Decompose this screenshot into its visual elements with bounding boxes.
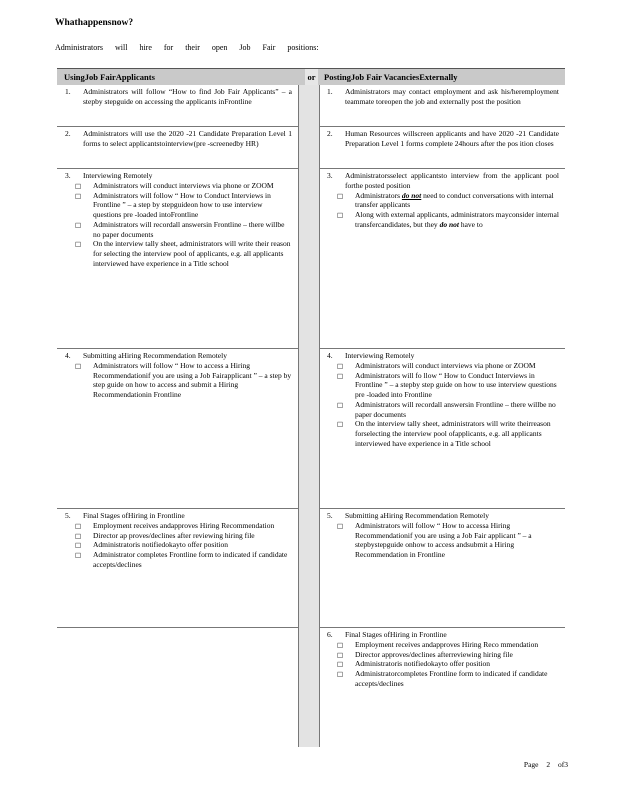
step-text: Submitting aHiring Recommendation Remotely — [345, 511, 489, 520]
bullet-icon: □ — [337, 420, 344, 429]
step-number: 1. — [65, 87, 71, 96]
bullet-text: Administratoris notifiedokayto offer position — [93, 540, 229, 550]
bullet-text — [355, 191, 559, 211]
bullet-text-part: Along with external applicants, administrators mayconsider internal transfercandidates, but they — [355, 210, 559, 229]
step-number: 4. — [327, 351, 333, 360]
bullet-icon: □ — [75, 240, 82, 249]
bullet-text: Administratorcompletes Frontline form to indicated if candidate accepts/declines — [355, 669, 548, 688]
left-step-1 — [57, 85, 298, 127]
header-left: UsingJob FairApplicants — [57, 69, 305, 85]
step-number: 2. — [327, 129, 333, 138]
bullet-icon: □ — [337, 660, 344, 669]
left-step-5 — [57, 509, 298, 628]
bullet-text-part: need to conduct conversations with internal transfer applicants — [355, 190, 554, 210]
bullet-text: Administrators will follow “ How to Conduct Interviews in Frontline ” – a step by stepguideon how to use interview questions pre -loaded intoFrontline — [93, 190, 271, 219]
left-step-2 — [57, 127, 298, 169]
bullet-text: Employment receives andapproves Hiring Reco mmendation — [355, 639, 539, 649]
column-separator — [298, 85, 320, 747]
bullet-text-part: have to — [460, 219, 483, 229]
emphasis-text: do not — [439, 219, 459, 229]
bullet-text: Administrators will fo llow “ How to Conduct Interviews in Frontline ” – a stepby step guide on how to use interview questions pre -loaded into Frontline — [355, 370, 557, 399]
right-step-4 — [319, 349, 565, 509]
bullet-text-part: Administrators — [355, 190, 400, 200]
step-number: 1. — [327, 87, 333, 96]
step-number: 4. — [65, 351, 71, 360]
right-step-5 — [319, 509, 565, 628]
bullet-icon: □ — [337, 640, 344, 649]
bullet-text — [355, 210, 559, 230]
bullet-icon: □ — [75, 551, 82, 559]
bullet-icon: □ — [337, 400, 344, 409]
left-step-3 — [57, 169, 298, 349]
bullet-text: Administrators will conduct interviews via phone or ZOOM — [355, 360, 536, 370]
step-number: 5. — [327, 511, 333, 520]
bullet-text: Administrators will follow “ How to access a Hiring Recommendationif you are using a Job Fairapplicant ” – a step by step guide on how to access and submit a Hiring Recommendationin Frontline — [93, 360, 292, 399]
step-text: Interviewing Remotely — [83, 171, 153, 180]
bullet-icon: □ — [337, 670, 344, 678]
step-text: Administrators will follow “How to find Job Fair Applicants” – a stepby stepguide on accessing the applicants inFrontline — [83, 87, 292, 106]
bullet-icon: □ — [75, 191, 82, 200]
bullet-icon: □ — [337, 191, 344, 200]
step-text: Administratorsselect applicantsto interview from the applicant pool forthe posted position — [345, 171, 559, 190]
step-text: Submitting aHiring Recommendation Remotely — [83, 351, 227, 360]
step-text: Interviewing Remotely — [345, 351, 415, 360]
bullet-icon: □ — [75, 220, 82, 229]
right-step-1 — [319, 85, 565, 127]
bullet-icon: □ — [75, 181, 82, 190]
bullet-icon: □ — [337, 521, 344, 530]
step-number: 3. — [327, 171, 333, 180]
left-step-4 — [57, 349, 298, 509]
step-number: 3. — [65, 171, 71, 180]
bullet-icon: □ — [75, 531, 82, 540]
header-right: PostingJob Fair VacanciesExternally — [318, 69, 565, 85]
step-number: 6. — [327, 630, 333, 639]
step-text: Final Stages ofHiring in Frontline — [83, 511, 185, 520]
step-text: Final Stages ofHiring in Frontline — [345, 630, 447, 639]
page-number: Page 2 of3 — [523, 760, 568, 769]
bullet-icon: □ — [337, 371, 344, 380]
bullet-text: Director approves/declines afterreviewing hiring file — [355, 649, 513, 659]
bullet-text: Administratoris notifiedokayto offer position — [355, 659, 491, 669]
right-step-6 — [319, 628, 565, 747]
options-table — [57, 68, 565, 747]
step-text: Administrators will use the 2020 -21 Candidate Preparation Level 1 forms to select applicantstointerview(pre -screenedby HR) — [83, 129, 292, 148]
bullet-icon: □ — [75, 361, 82, 370]
step-number: 2. — [65, 129, 71, 138]
bullet-text: Administrator completes Frontline form to indicated if candidate accepts/declines — [93, 550, 288, 569]
step-text: Human Resources willscreen applicants and have 2020 -21 Candidate Preparation Level 1 forms complete 24hours after the pos ition closes — [345, 129, 559, 148]
intro-text: Administrators will hire for their open Job Fair positions: — [55, 43, 319, 52]
bullet-text: Employment receives andapproves Hiring Recommendation — [93, 520, 275, 530]
step-text: Administrators may contact employment and ask his/heremployment teammate toreopen the job and externally post the position — [345, 87, 559, 106]
bullet-icon: □ — [75, 541, 82, 550]
right-step-2 — [319, 127, 565, 169]
bullet-icon: □ — [75, 521, 82, 530]
bullet-text: On the interview tally sheet, administrators will write their reason for selecting the interview pool of applicants, e.g. all applicants interviewed have experience in a Title school — [93, 239, 291, 268]
bullet-icon: □ — [337, 361, 344, 370]
bullet-icon: □ — [337, 650, 344, 659]
bullet-text: Administrators will conduct interviews via phone or ZOOM — [93, 180, 274, 190]
bullet-text: Director ap proves/declines after reviewing hiring file — [93, 530, 255, 540]
emphasis-text: do not — [401, 190, 422, 200]
bullet-icon: □ — [337, 211, 344, 219]
bullet-text: Administrators will follow “ How to accessa Hiring Recommendationif you are using a Job Fair applicant ” – a stepbystepguide onhow to access andsubmit a Hiring Recommendation in Frontline — [355, 520, 532, 559]
step-number: 5. — [65, 511, 71, 520]
right-step-3 — [319, 169, 565, 349]
bullet-text: Administrators will recordall answersin Frontline – there willbe no paper documents — [93, 219, 285, 239]
page-heading: Whathappensnow? — [55, 18, 134, 28]
bullet-text: Administrators will recordall answersin Frontline – there willbe no paper documents — [355, 399, 556, 419]
header-or: or — [305, 69, 318, 85]
bullet-text: On the interview tally sheet, administrators will write theirreason forselecting the interview pool ofapplicants, e.g. all applicants interviewed have experience in a Title school — [355, 419, 551, 448]
